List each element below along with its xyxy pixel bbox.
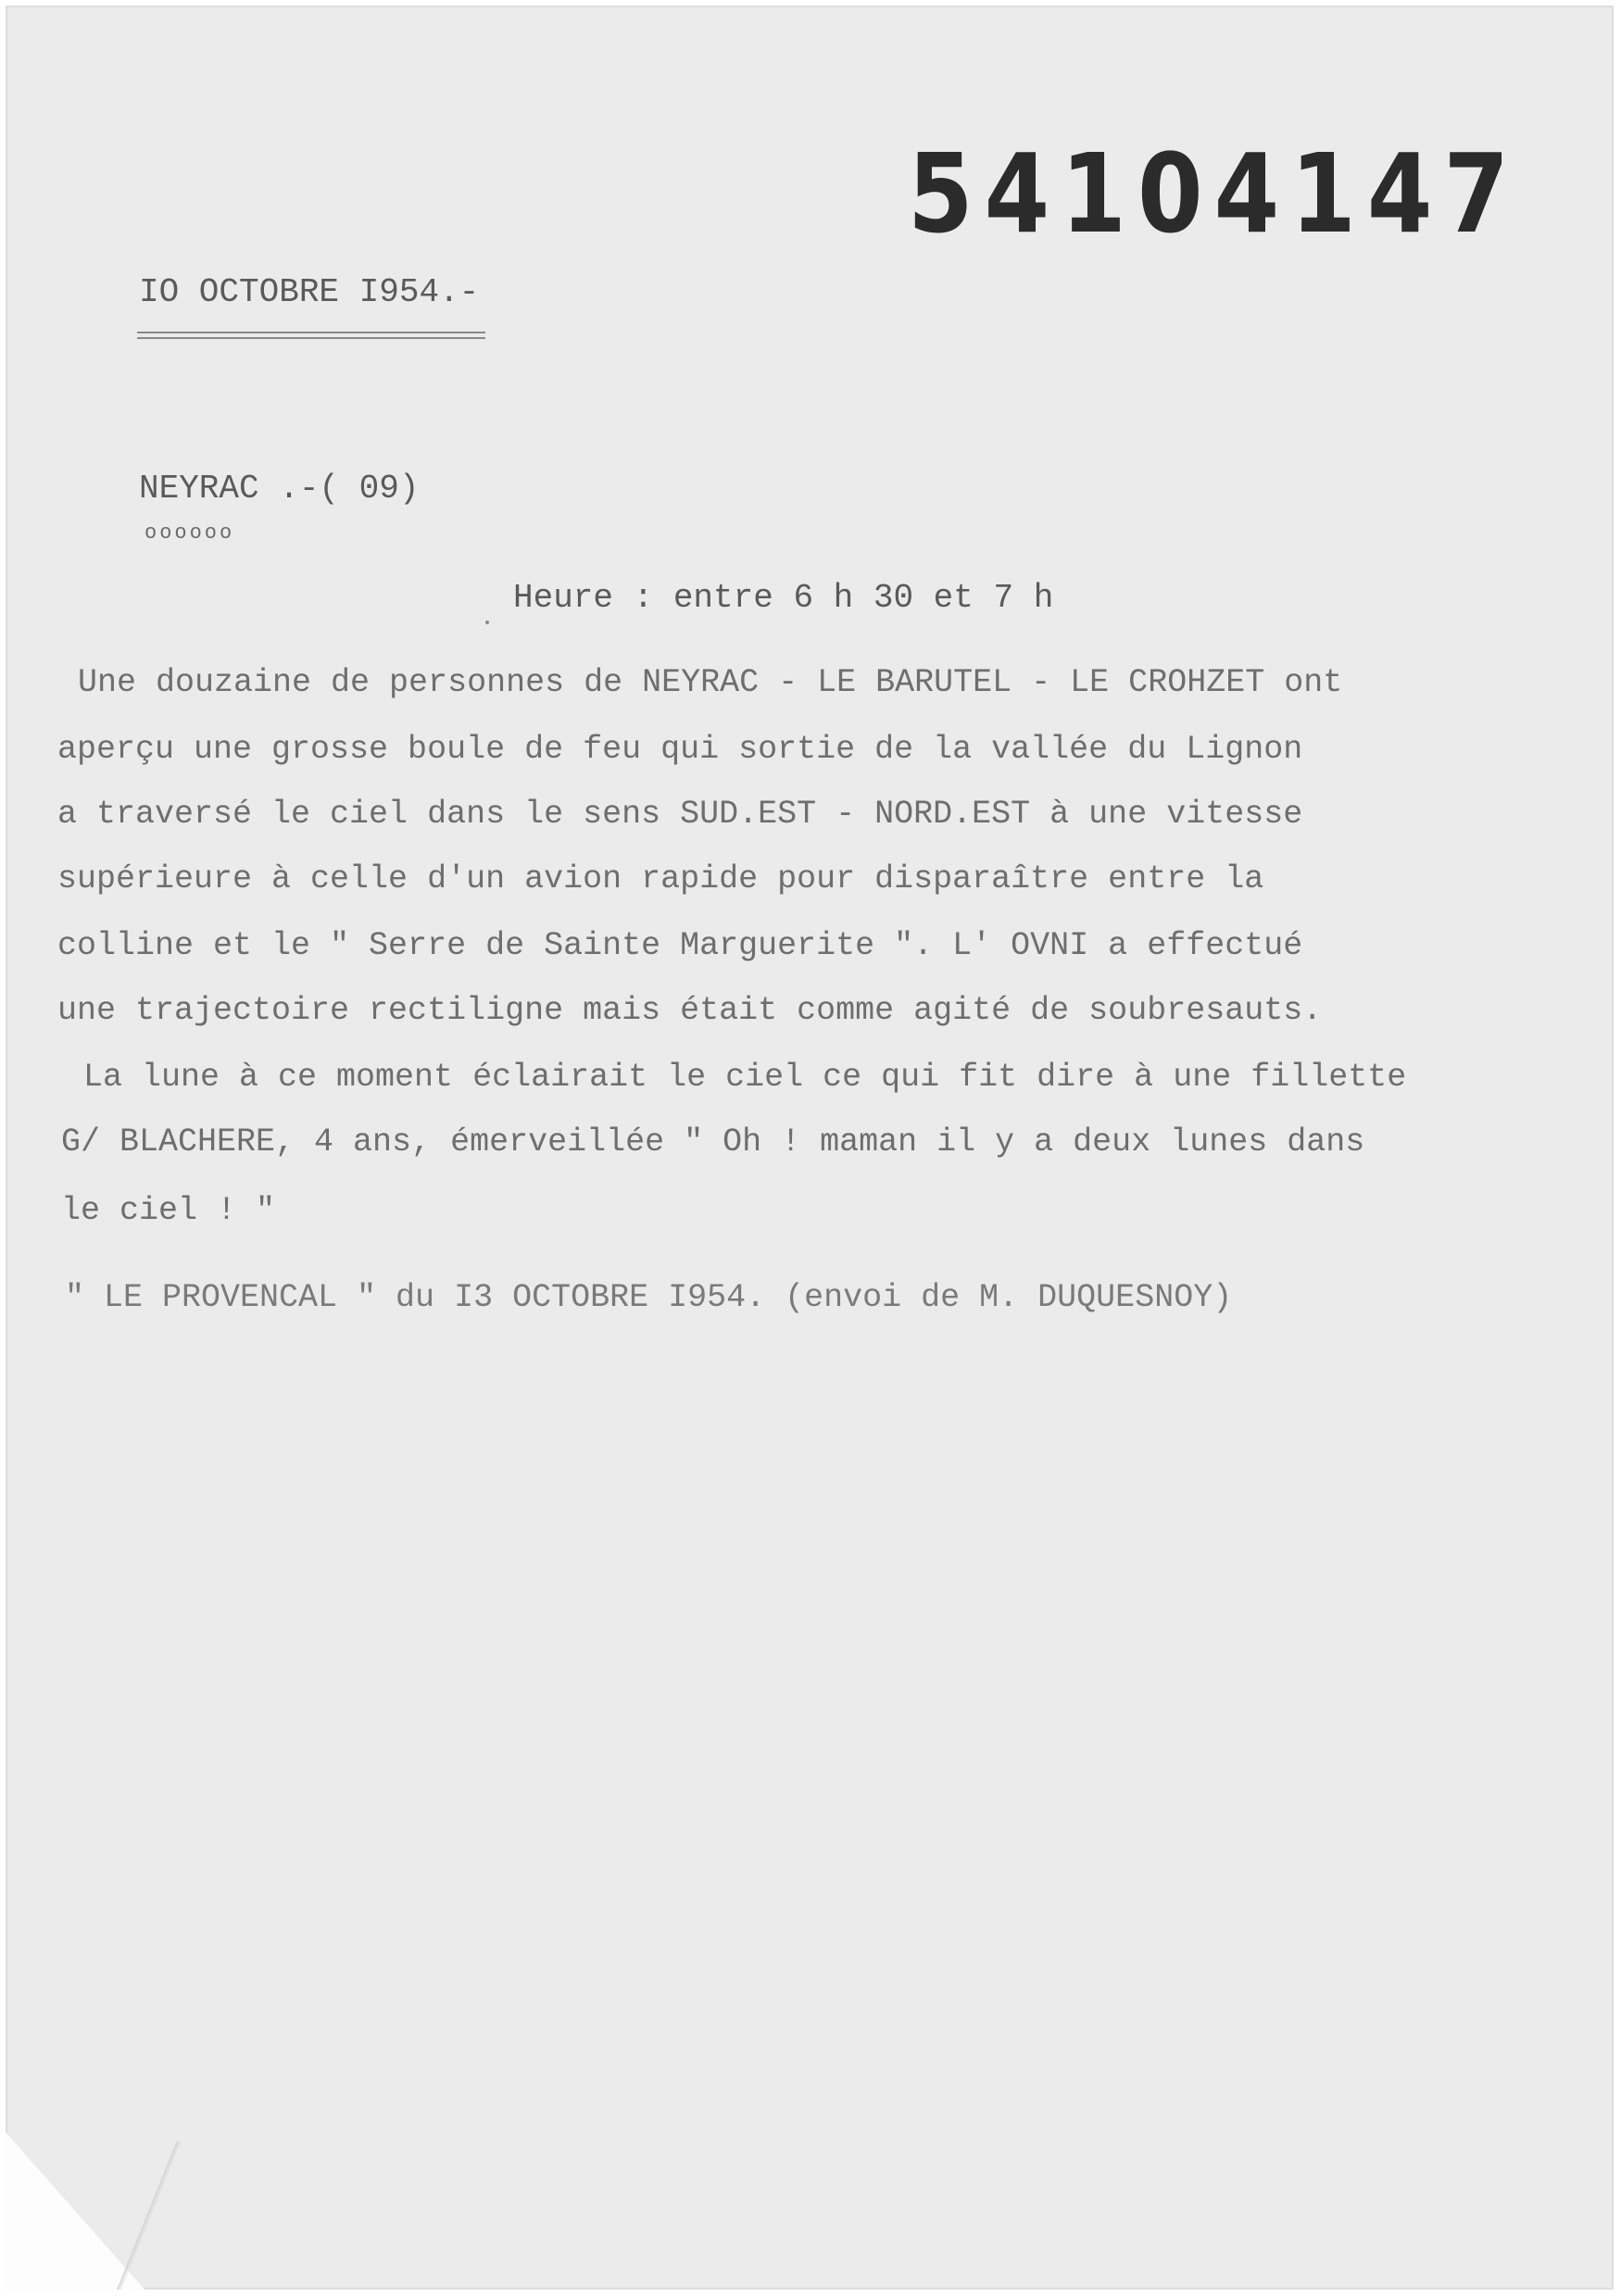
date-underline (137, 332, 485, 339)
location-underline-marks: oooooo (145, 521, 235, 545)
body-line: a traversé le ciel dans le sens SUD.EST - NORD.EST à une vitesse (57, 796, 1303, 833)
stray-dot (485, 621, 489, 624)
location-heading: NEYRAC .-( 09) (139, 470, 420, 508)
source-citation: " LE PROVENCAL " du I3 OCTOBRE I954. (envoi de M. DUQUESNOY) (65, 1279, 1233, 1316)
body-line: Une douzaine de personnes de NEYRAC - LE BARUTEL - LE CROHZET ont (78, 664, 1343, 701)
body-line: une trajectoire rectiligne mais était comme agité de soubresauts. (57, 992, 1323, 1029)
body-line: le ciel ! " (61, 1192, 276, 1229)
reference-number-stamp: 54104147 (908, 130, 1521, 257)
body-line: aperçu une grosse boule de feu qui sortie de la vallée du Lignon (57, 731, 1303, 768)
document-date: IO OCTOBRE I954.- (139, 273, 480, 311)
body-line: G/ BLACHERE, 4 ans, émerveillée " Oh ! maman il y a deux lunes dans (61, 1123, 1365, 1161)
body-line: supérieure à celle d'un avion rapide pour disparaître entre la (57, 860, 1264, 897)
time-line: Heure : entre 6 h 30 et 7 h (513, 579, 1054, 617)
folded-corner (6, 2132, 145, 2290)
body-line: La lune à ce moment éclairait le ciel ce qui fit dire à une fillette (83, 1059, 1407, 1096)
body-line: colline et le " Serre de Sainte Marguerite ". L' OVNI a effectué (57, 927, 1303, 964)
